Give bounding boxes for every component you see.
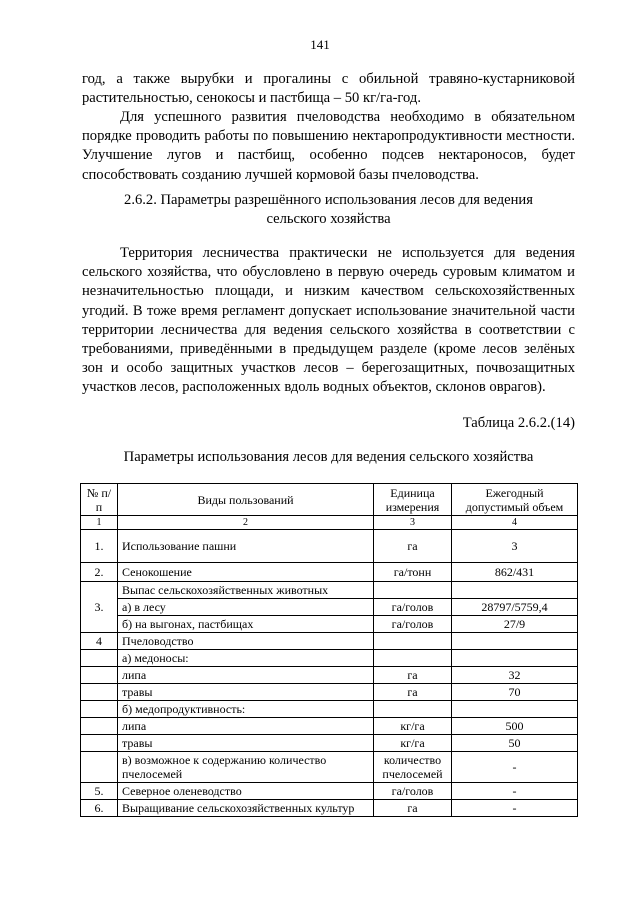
row-volume: 70 — [452, 684, 578, 701]
row-unit — [374, 650, 452, 667]
row-type: Пчеловодство — [118, 633, 374, 650]
row-volume — [452, 633, 578, 650]
row-volume: 32 — [452, 667, 578, 684]
row-volume — [452, 650, 578, 667]
row-num: 3. — [81, 582, 118, 633]
row-type: а) в лесу — [118, 599, 374, 616]
row-type: а) медоносы: — [118, 650, 374, 667]
row-num — [81, 684, 118, 701]
table-label: Таблица 2.6.2.(14) — [462, 415, 575, 431]
col-number-1: 1 — [81, 516, 118, 530]
row-type: липа — [118, 667, 374, 684]
row-unit: количество пчелосемей — [374, 752, 452, 783]
row-volume: 500 — [452, 718, 578, 735]
row-volume: 50 — [452, 735, 578, 752]
row-num: 2. — [81, 563, 118, 582]
row-volume: - — [452, 800, 578, 817]
row-unit: га — [374, 684, 452, 701]
col-number-3: 3 — [374, 516, 452, 530]
table-row — [81, 650, 578, 667]
row-volume — [452, 701, 578, 718]
row-type: Выпас сельскохозяйственных животных — [118, 582, 374, 599]
table-row — [81, 735, 578, 752]
row-unit: га/голов — [374, 599, 452, 616]
row-volume: - — [452, 752, 578, 783]
row-type: б) на выгонах, пастбищах — [118, 616, 374, 633]
row-unit: кг/га — [374, 718, 452, 735]
table-row — [81, 667, 578, 684]
row-num: 1. — [81, 530, 118, 563]
row-num: 6. — [81, 800, 118, 817]
table-header-row — [81, 484, 578, 516]
row-unit: га/голов — [374, 783, 452, 800]
paragraph-beekeeping: Для успешного развития пчеловодства необходимо в обязательном порядке проводить работы по повышению нектаропродуктивности местности. Улучшение лугов и пастбищ, особенно подсев нектароносов, будет способствовать созданию лучшей кормовой базы пчеловодства. — [82, 109, 575, 183]
table-row — [81, 599, 578, 616]
row-volume — [452, 582, 578, 599]
paragraph-continuation: год, а также вырубки и прогалины с обильной травяно-кустарниковой растительностью, сенокосы и пастбища – 50 кг/га-год. — [82, 71, 575, 107]
row-volume: 27/9 — [452, 616, 578, 633]
row-type: Выращивание сельскохозяйственных культур — [118, 800, 374, 817]
row-type: Северное оленеводство — [118, 783, 374, 800]
column-number-row — [81, 516, 578, 530]
row-unit: га/тонн — [374, 563, 452, 582]
row-num: 5. — [81, 783, 118, 800]
row-num — [81, 701, 118, 718]
table-row — [81, 563, 578, 582]
row-num: 4 — [81, 633, 118, 650]
header-num: № п/п — [81, 484, 118, 516]
row-volume: - — [452, 783, 578, 800]
row-num — [81, 735, 118, 752]
section-heading-line2: сельского хозяйства — [266, 211, 391, 227]
row-volume: 862/431 — [452, 563, 578, 582]
table-row — [81, 530, 578, 563]
col-number-4: 4 — [452, 516, 578, 530]
row-type: Сенокошение — [118, 563, 374, 582]
header-volume: Ежегодный допустимый объем — [452, 484, 578, 516]
row-type: липа — [118, 718, 374, 735]
row-unit: га — [374, 800, 452, 817]
table-row — [81, 582, 578, 599]
table-row — [81, 800, 578, 817]
row-num — [81, 650, 118, 667]
row-unit: га — [374, 530, 452, 563]
table-row — [81, 684, 578, 701]
row-type: б) медопродуктивность: — [118, 701, 374, 718]
row-type: травы — [118, 735, 374, 752]
row-unit — [374, 633, 452, 650]
parameters-table — [80, 483, 578, 817]
table-title: Параметры использования лесов для ведения сельского хозяйства — [123, 449, 534, 465]
row-unit: га — [374, 667, 452, 684]
page-number: 141 — [310, 37, 330, 52]
table-row — [81, 783, 578, 800]
header-type: Виды пользований — [118, 484, 374, 516]
table-row — [81, 701, 578, 718]
table-row — [81, 633, 578, 650]
table-row — [81, 616, 578, 633]
row-type: Использование пашни — [118, 530, 374, 563]
row-type: травы — [118, 684, 374, 701]
row-volume: 3 — [452, 530, 578, 563]
row-volume: 28797/5759,4 — [452, 599, 578, 616]
table-row — [81, 718, 578, 735]
header-unit: Единица измерения — [374, 484, 452, 516]
row-unit: кг/га — [374, 735, 452, 752]
row-num — [81, 667, 118, 684]
section-heading-line1: 2.6.2. Параметры разрешённого использования лесов для ведения — [124, 192, 533, 208]
paragraph-agriculture: Территория лесничества практически не используется для ведения сельского хозяйства, что обусловлено в первую очередь суровым климатом и незначительностью площади, и низким качеством сельскохозяйственных угодий. В тоже время регламент допускает использование значительной части территории лесничества для ведения сельского хозяйства в соответствии с требованиями, приведёнными в предыдущем разделе (кроме лесов зелёных зон и особо защитных участков лесов – берегозащитных, почвозащитных участков лесов, расположенных вдоль водных объектов, склонов оврагов). — [82, 245, 575, 396]
table-row — [81, 752, 578, 783]
row-num — [81, 752, 118, 783]
col-number-2: 2 — [118, 516, 374, 530]
row-num — [81, 718, 118, 735]
row-unit — [374, 582, 452, 599]
row-type: в) возможное к содержанию количество пчелосемей — [118, 752, 374, 783]
row-unit: га/голов — [374, 616, 452, 633]
row-unit — [374, 701, 452, 718]
